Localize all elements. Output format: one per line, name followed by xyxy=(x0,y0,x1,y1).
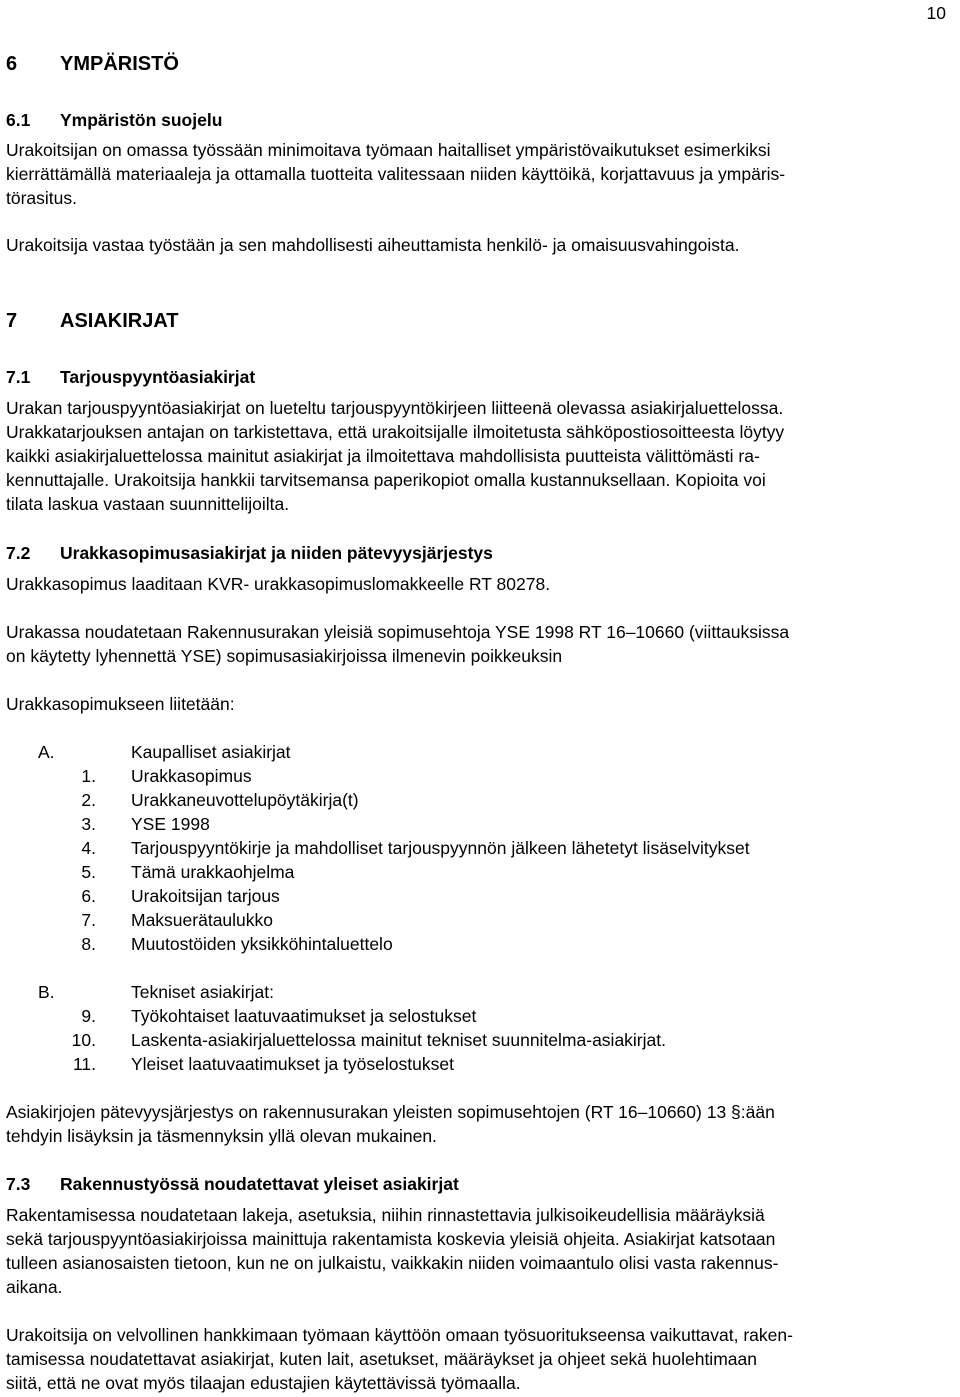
page-number: 10 xyxy=(926,3,946,23)
list-group-a-title: Kaupalliset asiakirjat xyxy=(131,742,291,762)
section-6-1-number: 6.1 xyxy=(6,110,31,130)
list-item-number: 3. xyxy=(81,814,96,834)
list-item-text: Urakkasopimus xyxy=(131,766,252,786)
section-7-3-title: Rakennustyössä noudatettavat yleiset asiakirjat xyxy=(60,1174,459,1194)
list-item-text: Yleiset laatuvaatimukset ja työselostukset xyxy=(131,1054,454,1074)
list-item-number: 1. xyxy=(81,766,96,786)
section-7-number: 7 xyxy=(6,310,18,332)
text-line: kennuttajalle. Urakoitsija hankkii tarvitsemansa paperikopiot omalla kustannuksellaan. Kopioita voi xyxy=(6,470,766,490)
list-item-text: Työkohtaiset laatuvaatimukset ja selostukset xyxy=(131,1006,477,1026)
list-item-number: 7. xyxy=(81,910,96,930)
list-group-a-letter: A. xyxy=(38,742,55,762)
section-7-1-heading xyxy=(6,365,952,389)
section-7-title: ASIAKIRJAT xyxy=(60,310,179,332)
text-line: Urakkatarjouksen antajan on tarkistettava, että urakoitsijalle ilmoitetusta sähköpostiosoitteesta löytyy xyxy=(6,422,785,442)
section-7-1-title: Tarjouspyyntöasiakirjat xyxy=(60,367,256,387)
text-line: Urakkasopimus laaditaan KVR- urakkasopimuslomakkeelle RT 80278. xyxy=(6,574,551,594)
section-7-heading xyxy=(6,308,952,334)
text-line: tilata laskua vastaan suunnittelijoilta. xyxy=(6,494,290,514)
list-item-number: 6. xyxy=(81,886,96,906)
text-line: sekä tarjouspyyntöasiakirjoissa mainittuja rakentamista koskevia yleisiä ohjeita. Asiakirjat katsotaan xyxy=(6,1229,776,1249)
list-item-text: Urakkaneuvottelupöytäkirja(t) xyxy=(131,790,359,810)
section-7-2-paragraph-3 xyxy=(6,692,952,716)
list-item-number: 9. xyxy=(81,1006,96,1026)
section-6-heading xyxy=(6,51,952,77)
section-6-title: YMPÄRISTÖ xyxy=(60,53,179,75)
text-line: Urakan tarjouspyyntöasiakirjat on lueteltu tarjouspyyntökirjeen liitteenä olevassa asiakirjaluettelossa. xyxy=(6,398,784,418)
section-7-2-number: 7.2 xyxy=(6,543,31,563)
section-7-3-paragraph-1 xyxy=(6,1203,952,1299)
list-item-number: 10. xyxy=(71,1030,96,1050)
text-line: tulleen asianosaisten tietoon, kun ne on julkaistu, vaikkakin niiden voimaantulo olisi vasta rakennus- xyxy=(6,1253,779,1273)
text-line: tehdyin lisäyksin ja täsmennyksin yllä olevan mukainen. xyxy=(6,1126,437,1146)
list-item-text: Tarjouspyyntökirje ja mahdolliset tarjouspyynnön jälkeen lähetetyt lisäselvitykset xyxy=(131,838,750,858)
text-line: kierrättämällä materiaaleja ja ottamalla tuotteita valitessaan niiden käyttöikä, korjattavuus ja ympäris- xyxy=(6,164,786,184)
section-6-1-heading xyxy=(6,108,952,132)
section-7-3-number: 7.3 xyxy=(6,1174,31,1194)
section-7-2-paragraph-1 xyxy=(6,572,952,596)
list-item-text: Maksuerätaulukko xyxy=(131,910,274,930)
text-line: Urakassa noudatetaan Rakennusurakan yleisiä sopimusehtoja YSE 1998 RT 16–10660 (viittauksissa xyxy=(6,622,790,642)
section-6-1-paragraph-2 xyxy=(6,233,952,257)
list-item-text: Muutostöiden yksikköhintaluettelo xyxy=(131,934,393,954)
list-item-number: 4. xyxy=(81,838,96,858)
list-item-number: 11. xyxy=(72,1054,96,1074)
section-7-2-title: Urakkasopimusasiakirjat ja niiden pätevyysjärjestys xyxy=(60,543,493,563)
section-7-2-heading xyxy=(6,541,952,565)
text-line: törasitus. xyxy=(6,188,77,208)
list-item-number: 5. xyxy=(81,862,96,882)
text-line: Urakoitsijan on omassa työssään minimoitava työmaan haitalliset ympäristövaikutukset esimerkiksi xyxy=(6,140,771,160)
section-6-1-title: Ympäristön suojelu xyxy=(60,110,223,130)
text-line: Urakoitsija vastaa työstään ja sen mahdollisesti aiheuttamista henkilö- ja omaisuusvahingoista. xyxy=(6,235,740,255)
text-line: Asiakirjojen pätevyysjärjestys on rakennusurakan yleisten sopimusehtojen (RT 16–10660) 13 §:ään xyxy=(6,1102,775,1122)
list-item-number: 2. xyxy=(81,790,96,810)
section-7-2-paragraph-2 xyxy=(6,620,952,668)
text-line: tamisessa noudatettavat asiakirjat, kuten lait, asetukset, määräykset ja ohjeet sekä huolehtimaan xyxy=(6,1349,757,1369)
section-7-1-paragraph xyxy=(6,396,952,516)
text-line: Urakoitsija on velvollinen hankkimaan työmaan käyttöön omaan työsuoritukseensa vaikuttavat, raken- xyxy=(6,1325,793,1345)
section-7-3-heading xyxy=(6,1172,952,1196)
text-line: on käytetty lyhennettä YSE) sopimusasiakirjoissa ilmenevin poikkeuksin xyxy=(6,646,563,666)
list-item-text: Laskenta-asiakirjaluettelossa mainitut tekniset suunnitelma-asiakirjat. xyxy=(131,1030,666,1050)
list-item-number: 8. xyxy=(81,934,96,954)
section-7-3-paragraph-2 xyxy=(6,1323,952,1395)
text-line: Rakentamisessa noudatetaan lakeja, asetuksia, niihin rinnastettavia julkisoikeudellisia määräyksiä xyxy=(6,1205,765,1225)
text-line: aikana. xyxy=(6,1277,63,1297)
section-6-1-paragraph-1 xyxy=(6,138,952,210)
list-item-text: YSE 1998 xyxy=(131,814,210,834)
list-group-b-title: Tekniset asiakirjat: xyxy=(131,982,274,1002)
list-group-b-letter: B. xyxy=(38,982,55,1002)
list-item-text: Tämä urakkaohjelma xyxy=(131,862,295,882)
section-7-2-paragraph-4 xyxy=(6,1100,952,1148)
list-group-a-heading xyxy=(0,740,960,764)
section-6-number: 6 xyxy=(6,53,18,75)
list-group-b-heading xyxy=(0,980,960,1004)
section-7-1-number: 7.1 xyxy=(6,367,31,387)
list-item-text: Urakoitsijan tarjous xyxy=(131,886,280,906)
text-line: siitä, että ne ovat myös tilaajan edustajien käytettävissä työmaalla. xyxy=(6,1373,521,1393)
text-line: kaikki asiakirjaluettelossa mainitut asiakirjat ja ilmoitettava mahdollisista puutteista välittömästi ra- xyxy=(6,446,760,466)
text-line: Urakkasopimukseen liitetään: xyxy=(6,694,235,714)
